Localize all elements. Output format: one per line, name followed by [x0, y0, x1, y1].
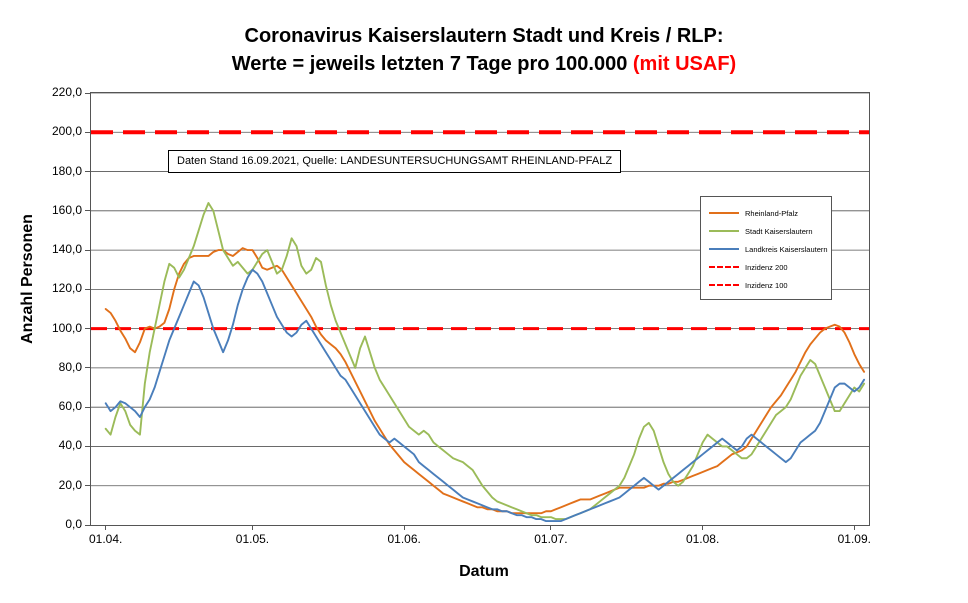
y-tick-mark — [85, 171, 90, 172]
y-tick-mark — [85, 446, 90, 447]
data-source-annotation: Daten Stand 16.09.2021, Quelle: LANDESUNTERSUCHUNGSAMT RHEINLAND-PFALZ — [168, 150, 621, 173]
legend-swatch — [709, 284, 739, 286]
y-axis-label: Anzahl Personen — [19, 214, 36, 344]
y-tick-label: 0,0 — [65, 517, 82, 531]
legend-item-0 — [701, 204, 831, 222]
y-tick-mark — [85, 250, 90, 251]
y-tick-mark — [85, 289, 90, 290]
y-tick-mark — [85, 328, 90, 329]
x-tick-label: 01.08. — [685, 532, 720, 546]
legend-label: Stadt Kaiserslautern — [745, 226, 813, 236]
x-tick-mark — [702, 525, 703, 530]
y-tick-label: 200,0 — [51, 124, 82, 139]
y-tick-mark — [85, 407, 90, 408]
x-tick-label: 01.09. — [837, 532, 871, 546]
y-tick-mark — [85, 210, 90, 211]
y-tick-mark — [85, 485, 90, 486]
y-tick-mark — [85, 367, 90, 368]
x-tick-mark — [404, 525, 405, 530]
x-tick-label: 01.07. — [534, 532, 568, 546]
y-tick-label: 140,0 — [51, 242, 82, 257]
legend-swatch — [709, 230, 739, 232]
x-axis-label: Datum — [459, 563, 509, 580]
x-tick-mark — [854, 525, 855, 530]
y-tick-label: 160,0 — [51, 202, 82, 217]
legend-item-2 — [701, 240, 831, 258]
y-tick-label: 100,0 — [51, 320, 82, 335]
legend-swatch — [709, 266, 739, 268]
chart-title-line-2 — [0, 50, 968, 78]
x-tick-mark — [252, 525, 253, 530]
y-tick-label: 220,0 — [51, 85, 82, 99]
x-tick-label: 01.06. — [387, 532, 421, 546]
x-tick-label: 01.05. — [235, 532, 270, 546]
y-tick-label: 120,0 — [51, 281, 82, 296]
y-tick-label: 40,0 — [58, 438, 82, 453]
y-tick-label: 20,0 — [58, 477, 82, 492]
legend-swatch — [709, 248, 739, 250]
y-tick-mark — [85, 93, 90, 94]
legend-item-1 — [701, 222, 831, 240]
legend-swatch — [709, 212, 739, 214]
y-tick-mark — [85, 132, 90, 133]
series-line-2 — [106, 270, 864, 521]
x-tick-label: 01.04. — [88, 532, 123, 546]
x-tick-mark — [550, 525, 551, 530]
legend-label: Inzidenz 200 — [745, 262, 788, 272]
y-tick-mark — [85, 525, 90, 526]
y-tick-label: 60,0 — [58, 399, 82, 414]
chart-title-line-2-text: Werte = jeweils letzten 7 Tage pro 100.000 — [231, 53, 633, 75]
x-tick-mark — [105, 525, 106, 530]
legend-label: Landkreis Kaiserslautern — [745, 244, 828, 254]
legend-label: Inzidenz 100 — [745, 280, 788, 290]
y-tick-label: 80,0 — [58, 359, 82, 374]
legend-label: Rheinland-Pfalz — [745, 208, 798, 218]
y-tick-label: 180,0 — [51, 163, 82, 178]
legend-item-4 — [701, 276, 831, 294]
chart-title-highlight: (mit USAF) — [632, 53, 737, 75]
chart-title — [0, 22, 968, 78]
chart-title-line-1: Coronavirus Kaiserslautern Stadt und Kreis / RLP: — [244, 25, 724, 47]
chart-legend — [700, 196, 832, 300]
legend-item-3 — [701, 258, 831, 276]
